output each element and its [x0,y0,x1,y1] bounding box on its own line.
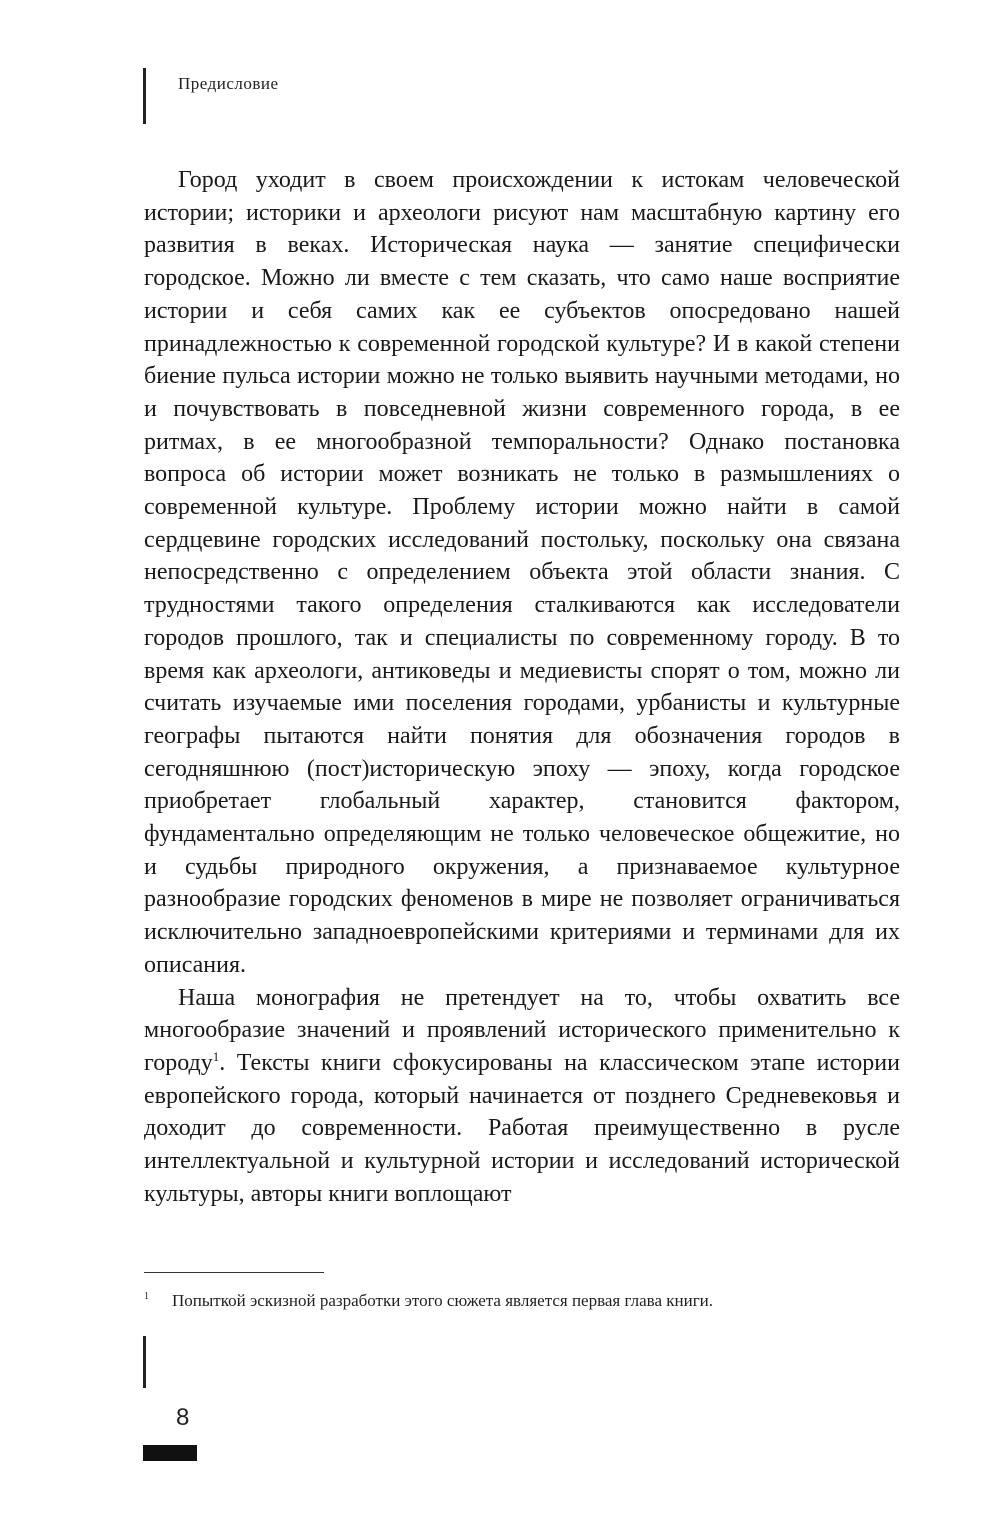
footnote-separator [144,1272,324,1273]
header-rule [143,68,146,124]
footnote-text: Попыткой эскизной разработки этого сюжета является первая глава книги. [172,1291,714,1310]
footnote-reference[interactable]: 1 [212,1048,220,1064]
paragraph-2-start: Наша монография не претендует на то, чтобы охватить все многообразие значений и проявлений исторического применительно к городу [144,984,900,1076]
paragraph-2 [144,982,900,1211]
page-marker-bar [143,1445,197,1461]
footer-rule [143,1336,146,1388]
paragraph-2-end: . Тексты книги сфокусированы на классическом этапе истории европейского города, который начинается от позднего Средневековья и доходит до современности. Работая преимущественно в русле интеллектуальной и культурной истории и исследований исторической культуры, авторы книги воплощают [144,1049,900,1207]
page-number: 8 [176,1404,190,1431]
main-text [144,164,900,1211]
footnote [144,1290,900,1312]
paragraph-1: Город уходит в своем происхождении к истокам человеческой истории; историки и археологи рисуют нам масштабную картину его развития в веках. Историческая наука — занятие специфически городское. Можно ли вместе с тем сказать, что само наше восприятие истории и себя самих как ее субъектов опосредовано нашей принадлежностью к современной городской культуре? И в какой степени биение пульса истории можно не только выявить научными методами, но и почувствовать в повседневной жизни современного города, в ее ритмах, в ее многообразной темпоральности? Однако постановка вопроса об истории может возникать не только в размышлениях о современной культуре. Проблему истории можно найти в самой сердцевине городских исследований постольку, поскольку она связана непосредственно с определением объекта этой области знания. С трудностями такого определения сталкиваются как исследователи городов прошлого, так и специалисты по современному городу. В то время как археологи, антиковеды и медиевисты спорят о том, можно ли считать изучаемые ими поселения городами, урбанисты и культурные географы пытаются найти понятия для обозначения городов в сегодняшнюю (пост)историческую эпоху — эпоху, когда городское приобретает глобальный характер, становится фактором, фундаментально определяющим не только человеческое общежитие, но и судьбы природного окружения, а признаваемое культурное разнообразие городских феноменов в мире не позволяет ограничиваться исключительно западноевропейскими критериями и терминами для их описания. [144,167,900,978]
running-title: Предисловие [178,74,279,93]
footnote-mark: 1 [144,1291,149,1302]
